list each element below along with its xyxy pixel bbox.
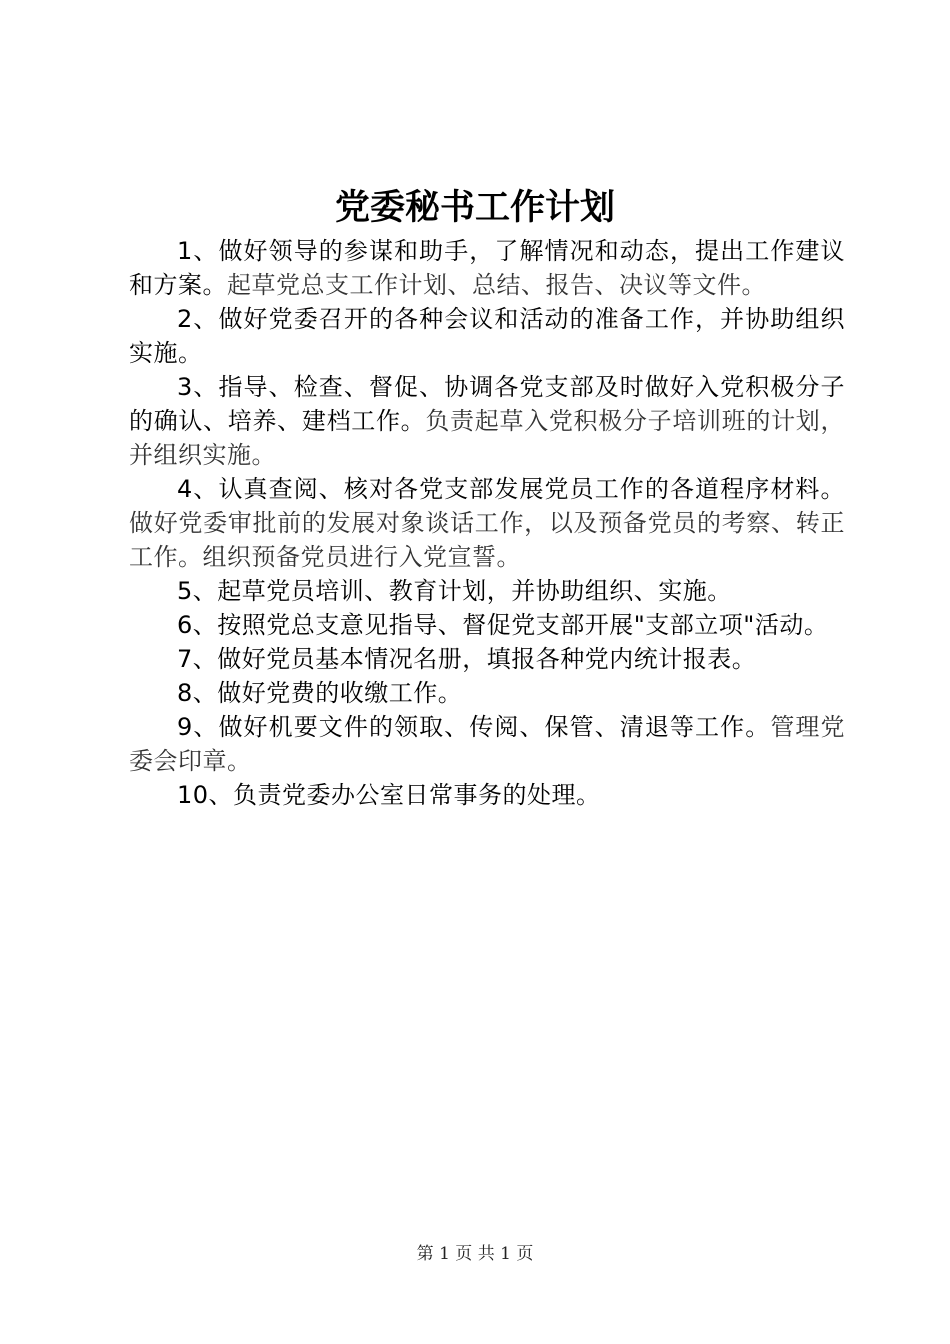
paragraph-8 (129, 676, 845, 710)
paragraph-2 (129, 302, 845, 370)
page-footer: 第 1 页 共 1 页 (416, 1244, 534, 1264)
paragraph-5-main: 5、起草党员培训、教育计划，并协助组织、实施。 (177, 577, 732, 605)
paragraph-2-main: 2、做好党委召开的各种会议和活动的准备工作，并协助组织实施。 (129, 305, 845, 367)
paragraph-1 (129, 234, 845, 302)
paragraph-10 (129, 778, 845, 812)
paragraph-3 (129, 370, 845, 472)
paragraph-7-main: 7、做好党员基本情况名册，填报各种党内统计报表。 (177, 645, 757, 673)
paragraph-9-main: 9、做好机要文件的领取、传阅、保管、清退等工作。 (177, 713, 771, 741)
paragraph-3-main: 3、指导、检查、督促、协调各党支部及时做好入党积极分子的确认、培养、建档工作。 (129, 373, 845, 435)
paragraph-10-main: 10、负责党委办公室日常事务的处理。 (177, 781, 601, 809)
paragraph-4-main: 4、认真查阅、核对各党支部发展党员工作的各道程序材料。 (177, 475, 845, 503)
paragraph-3-extra: 负责起草入党积极分子培训班的计划，并组织实施。 (129, 407, 846, 469)
document-title: 党委秘书工作计划 (334, 187, 615, 228)
paragraph-5 (129, 574, 845, 608)
paragraph-1-extra: 起草党总支工作计划、总结、报告、决议等文件。 (227, 271, 766, 299)
paragraph-6 (129, 608, 845, 642)
paragraph-4 (129, 472, 845, 574)
paragraph-9-extra: 管理党委会印章。 (129, 713, 845, 775)
paragraph-8-main: 8、做好党费的收缴工作。 (177, 679, 463, 707)
paragraph-9 (129, 710, 845, 778)
document-body (129, 234, 845, 812)
paragraph-6-main: 6、按照党总支意见指导、督促党支部开展"支部立项"活动。 (177, 611, 829, 639)
paragraph-4-extra: 做好党委审批前的发展对象谈话工作，以及预备党员的考察、转正工作。组织预备党员进行入党宣誓。 (129, 509, 845, 571)
paragraph-7 (129, 642, 845, 676)
paragraph-1-main: 1、做好领导的参谋和助手，了解情况和动态，提出工作建议和方案。 (129, 237, 845, 299)
